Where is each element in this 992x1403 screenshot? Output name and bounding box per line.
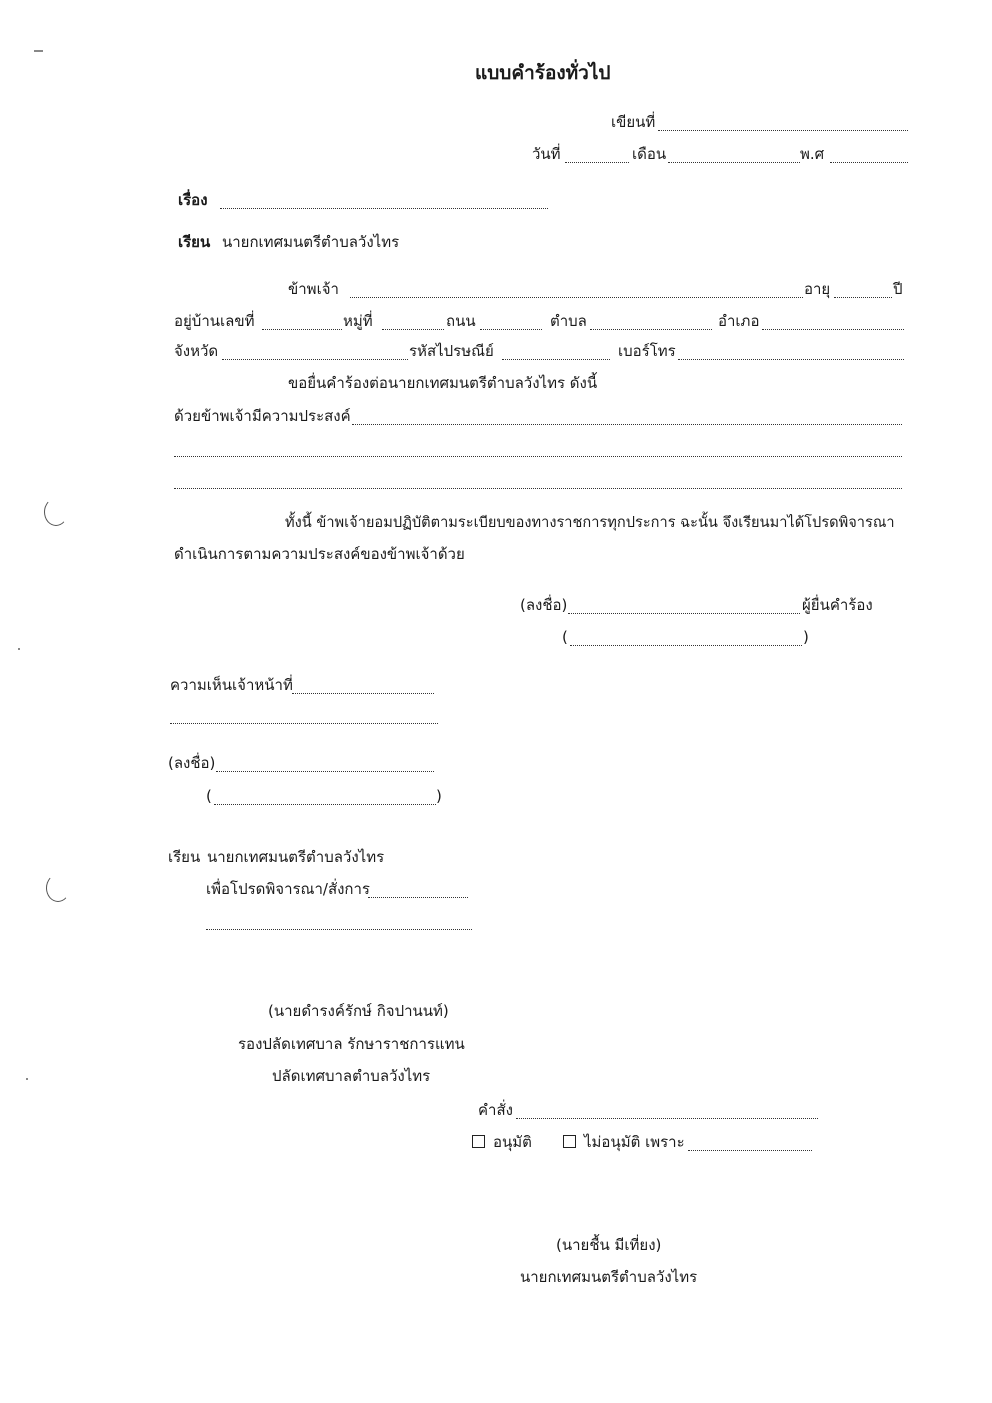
scan-speck xyxy=(26,1078,28,1080)
subject-field[interactable] xyxy=(220,208,548,209)
reject-checkbox[interactable] xyxy=(563,1135,576,1148)
date-field[interactable] xyxy=(565,162,629,163)
purpose-field-2[interactable] xyxy=(174,456,902,457)
tambon-field[interactable] xyxy=(590,329,712,330)
form-title: แบบคำร้องทั่วไป xyxy=(475,62,611,84)
written-at-field[interactable] xyxy=(658,130,908,131)
phone-label: เบอร์โทร xyxy=(618,342,676,360)
forward-consider-label: เพื่อโปรดพิจารณา/สั่งการ xyxy=(206,880,370,898)
postcode-label: รหัสไปรษณีย์ xyxy=(409,342,494,360)
moo-field[interactable] xyxy=(382,329,444,330)
reject-label: ไม่อนุมัติ เพราะ xyxy=(584,1133,685,1151)
mayor-position: นายกเทศมนตรีตำบลวังไทร xyxy=(520,1268,698,1286)
applicant-name-field[interactable] xyxy=(350,297,803,298)
deputy-position-2: ปลัดเทศบาลตำบลวังไทร xyxy=(272,1067,431,1085)
applicant-sign-label: (ลงชื่อ) xyxy=(520,596,568,614)
deputy-name: (นายดำรงค์รักษ์ กิจปานนท์) xyxy=(268,1002,449,1020)
month-label: เดือน xyxy=(632,145,667,163)
to-label: เรียน xyxy=(178,233,211,251)
approve-label: อนุมัติ xyxy=(493,1133,532,1151)
year-label: พ.ศ xyxy=(800,145,825,163)
deputy-position-1: รองปลัดเทศบาล รักษาราชการแทน xyxy=(238,1035,465,1053)
request-intro: ขอยื่นคำร้องต่อนายกเทศมนตรีตำบลวังไทร ดังนี้ xyxy=(288,374,598,392)
officer-sign-field[interactable] xyxy=(216,771,434,772)
applicant-name-label: ข้าพเจ้า xyxy=(288,280,339,298)
applicant-paren-close: ) xyxy=(803,628,809,646)
order-field[interactable] xyxy=(516,1118,818,1119)
subject-label: เรื่อง xyxy=(178,191,208,209)
purpose-field-1[interactable] xyxy=(352,424,902,425)
closing-line-1: ทั้งนี้ ข้าพเจ้ายอมปฏิบัติตามระเบียบของทางราชการทุกประการ ฉะนั้น จึงเรียนมาได้โปรดพิจารณา xyxy=(285,514,895,531)
purpose-label: ด้วยข้าพเจ้ามีความประสงค์ xyxy=(174,407,351,425)
officer-opinion-field-1[interactable] xyxy=(292,693,434,694)
mayor-name: (นายชื้น มีเที่ยง) xyxy=(556,1236,662,1254)
age-label: อายุ xyxy=(804,280,831,298)
officer-paren-open: ( xyxy=(206,787,212,805)
province-field[interactable] xyxy=(222,359,408,360)
house-no-label: อยู่บ้านเลขที่ xyxy=(174,312,255,330)
road-field[interactable] xyxy=(480,329,542,330)
officer-paren-close: ) xyxy=(436,787,442,805)
punch-hole-top xyxy=(44,498,68,526)
officer-printed-name-field[interactable] xyxy=(214,804,436,805)
amphoe-field[interactable] xyxy=(762,329,904,330)
forward-consider-field-2[interactable] xyxy=(206,929,472,930)
written-at-label: เขียนที่ xyxy=(611,113,656,131)
approve-checkbox[interactable] xyxy=(472,1135,485,1148)
house-no-field[interactable] xyxy=(262,329,342,330)
phone-field[interactable] xyxy=(678,359,904,360)
age-field[interactable] xyxy=(834,297,892,298)
road-label: ถนน xyxy=(446,312,476,330)
reject-reason-field[interactable] xyxy=(688,1150,812,1151)
province-label: จังหวัด xyxy=(174,342,219,360)
order-label: คำสั่ง xyxy=(478,1101,513,1119)
moo-label: หมู่ที่ xyxy=(343,312,373,330)
scan-speck xyxy=(18,648,20,650)
scan-speck xyxy=(34,50,43,52)
punch-hole-bottom xyxy=(46,874,70,902)
applicant-sign-field[interactable] xyxy=(568,613,800,614)
officer-opinion-label: ความเห็นเจ้าหน้าที่ xyxy=(170,676,293,694)
reject-option[interactable] xyxy=(563,1135,685,1150)
year-field[interactable] xyxy=(830,162,908,163)
to-recipient: นายกเทศมนตรีตำบลวังไทร xyxy=(222,233,400,251)
forward-consider-field-1[interactable] xyxy=(368,897,468,898)
purpose-field-3[interactable] xyxy=(174,488,902,489)
amphoe-label: อำเภอ xyxy=(718,312,760,330)
officer-opinion-field-2[interactable] xyxy=(170,723,438,724)
closing-line-2: ดำเนินการตามความประสงค์ของข้าพเจ้าด้วย xyxy=(174,545,465,563)
approve-option[interactable] xyxy=(472,1135,532,1150)
applicant-role: ผู้ยื่นคำร้อง xyxy=(802,596,873,614)
age-unit: ปี xyxy=(893,280,903,298)
month-field[interactable] xyxy=(668,162,800,163)
tambon-label: ตำบล xyxy=(550,312,587,330)
officer-sign-label: (ลงชื่อ) xyxy=(168,754,216,772)
postcode-field[interactable] xyxy=(502,359,610,360)
forward-label: เรียน xyxy=(168,848,201,866)
date-label: วันที่ xyxy=(532,145,561,163)
applicant-paren-open: ( xyxy=(562,628,568,646)
applicant-printed-name-field[interactable] xyxy=(570,645,802,646)
forward-recipient: นายกเทศมนตรีตำบลวังไทร xyxy=(207,848,385,866)
